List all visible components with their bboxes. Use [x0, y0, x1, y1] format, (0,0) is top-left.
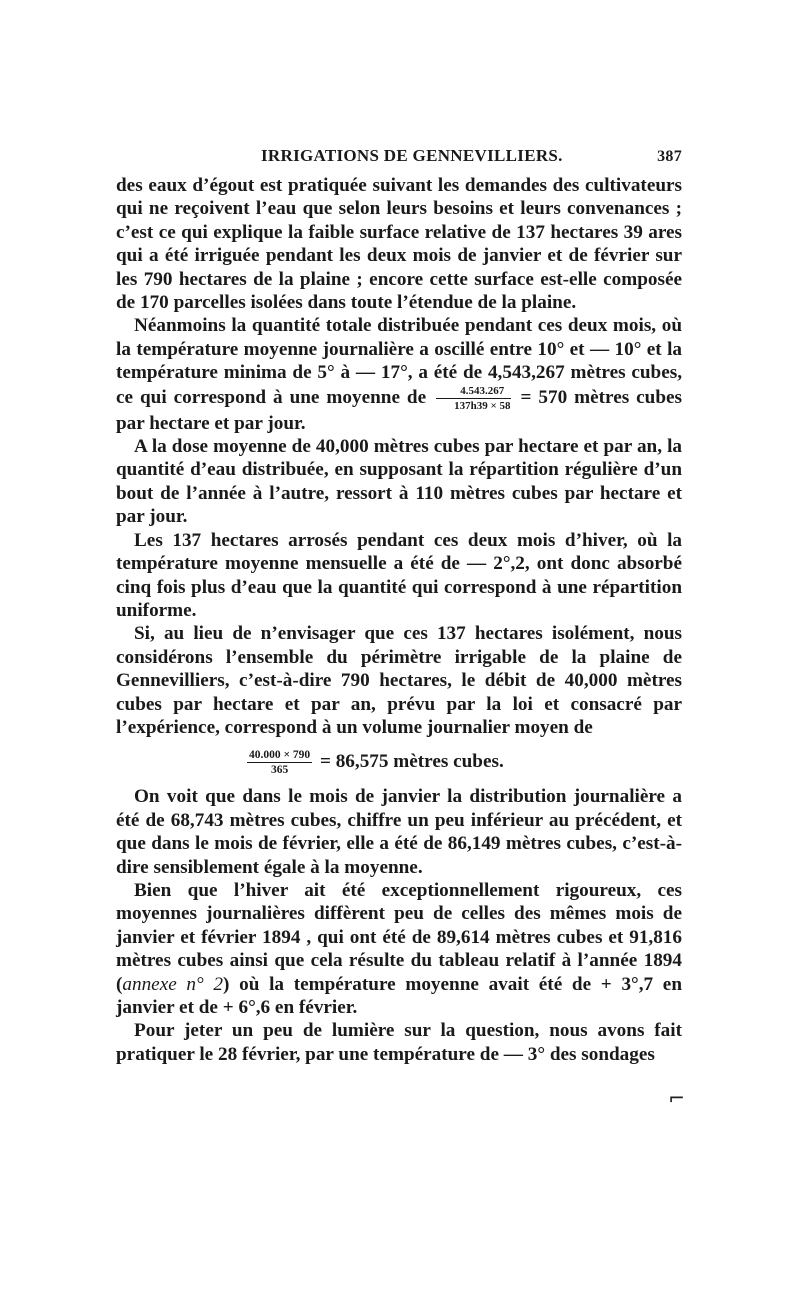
running-title: IRRIGATIONS DE GENNEVILLIERS. [261, 146, 563, 165]
paragraph-1: des eaux d’égout est pratiquée suivant les demandes des cultivateurs qui ne reçoivent l’eau que selon leurs besoins et leurs convenances ; c’est ce qui explique la faible surface relative de 137 hectares 39 ares qui a été irriguée pendant les deux mois de janvier et de février sur les 790 hectares de la plaine ; encore cette surface est-elle composée de 170 parcelles isolées dans toute l’étendue de la plaine. [116, 175, 682, 314]
paragraph-3: A la dose moyenne de 40,000 mètres cubes par hectare et par an, la quantité d’eau distribuée, en supposant la répartition régulière d’un bout de l’année à l’autre, ressort à 110 mètres cubes par hectare et par jour. [116, 436, 682, 528]
paragraph-8: Pour jeter un peu de lumière sur la question, nous avons fait pratiquer le 28 février, par une température de — 3° des sondages [116, 1020, 682, 1065]
fraction-numerator: 4.543.267 [436, 385, 510, 399]
paragraph-2-text-after: = 570 mètres cubes par hectare et par jour. [116, 386, 683, 434]
paragraph-5: Si, au lieu de n’envisager que ces 137 hectares isolément, nous considérons l’ensemble du périmètre irrigable de la plaine de Gennevilliers, c’est-à-dire 790 hectares, le débit de 40,000 mètres cubes par hectare et par an, prévu par la loi et consacré par l’expérience, correspond à un volume journalier moyen de [116, 623, 682, 738]
paragraph-6: On voit que dans le mois de janvier la distribution journalière a été de 68,743 mètres cubes, chiffre un peu inférieur au précédent, et que dans le mois de février, elle a été de 86,149 mètres cubes, c’est-à-dire sensiblement égale à la moyenne. [116, 786, 682, 878]
paragraph-7 [116, 879, 682, 1019]
paragraph-4: Les 137 hectares arrosés pendant ces deux mois d’hiver, où la température moyenne mensuelle a été de — 2°,2, ont donc absorbé cinq fois plus d’eau que la quantité qui correspond à une répartition uniforme. [116, 529, 682, 621]
formula-denominator: 365 [270, 764, 289, 777]
formula-fraction [247, 749, 312, 776]
paragraph-7-text-after: ) où la température moyenne avait été de + 3°,7 en janvier et de + 6°,6 en février. [116, 973, 682, 1018]
running-header [116, 142, 682, 168]
book-page [116, 142, 682, 1066]
margin-bracket-mark: ⌐ [668, 1086, 685, 1110]
fraction-denominator: 137h39 × 58 [454, 399, 511, 412]
display-formula [116, 747, 682, 777]
page-body [116, 174, 682, 1066]
formula-numerator: 40.000 × 790 [249, 749, 311, 762]
formula-result: = 86,575 mètres cubes. [319, 751, 504, 773]
paragraph-2-text-before: Néanmoins la quantité totale distribuée pendant ces deux mois, où la température moyenne journalière a oscillé entre 10° et — 10° et la température minima de 5° à — 17°, a été de 4,543,267 mètres cubes, ce qui correspond à une moyenne de [116, 315, 682, 408]
page-number: 387 [657, 148, 682, 165]
annex-reference: annexe n° 2 [122, 973, 223, 995]
paragraph-7-text-before: Bien que l’hiver ait été exceptionnellement rigoureux, ces moyennes journalières diffèrent peu de celles des mêmes mois de janvier et février 1894 , qui ont été de 89,614 mètres cubes et 91,816 mètres cubes ainsi que cela résulte du tableau relatif à l’année 1894 ( [116, 879, 682, 995]
paragraph-2 [116, 314, 682, 435]
inline-fraction [436, 385, 510, 412]
